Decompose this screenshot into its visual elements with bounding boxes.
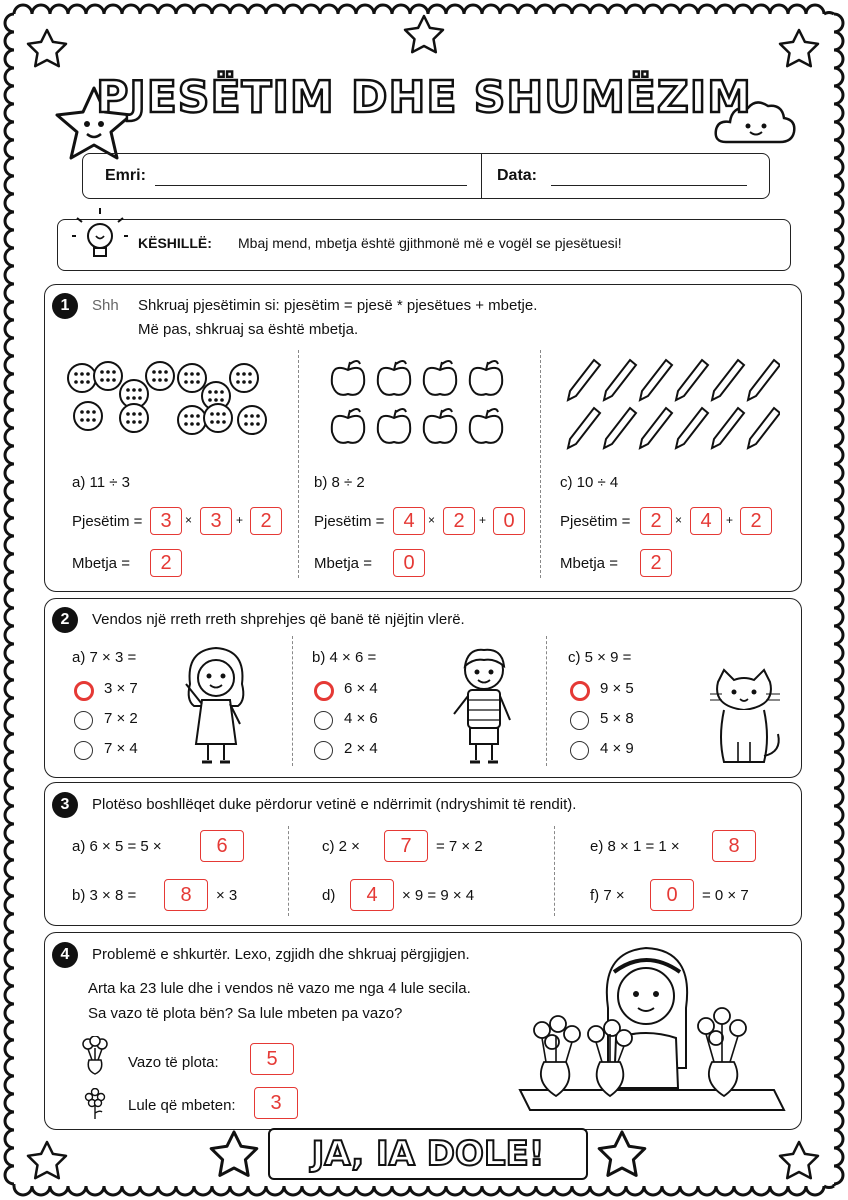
instruction: Vendos një rreth rreth shprehjes që banë të njëjtin vlerë. xyxy=(92,611,465,628)
equation-a: a) 6 × 5 = 5 × xyxy=(72,838,162,855)
times-sign: × xyxy=(428,513,436,527)
lule-label: Lule që mbeten: xyxy=(128,1097,236,1114)
instruction: Problemë e shkurtër. Lexo, zgjidh dhe shkruaj përgjigjen. xyxy=(92,946,470,963)
pjesetim-label: Pjesëtim = xyxy=(560,513,631,530)
radio-option[interactable] xyxy=(570,741,589,760)
divider xyxy=(540,350,541,578)
instruction-1: Shkruaj pjesëtimin si: pjesëtim = pjesë * pjesëtues + mbetje. xyxy=(138,297,538,314)
divider xyxy=(546,636,547,766)
divider xyxy=(292,636,293,766)
pencils-illustration xyxy=(556,352,780,452)
date-field[interactable] xyxy=(551,185,747,186)
answer-box[interactable]: 3 xyxy=(150,507,182,535)
equation-f: f) 7 × xyxy=(590,887,625,904)
answer-box[interactable]: 3 xyxy=(200,507,232,535)
option-label: 9 × 5 xyxy=(600,680,634,697)
cut-off-text: Shh xyxy=(92,297,119,314)
option-label: 4 × 6 xyxy=(344,710,378,727)
radio-option[interactable] xyxy=(314,681,334,701)
plus-sign: + xyxy=(726,513,734,527)
equation-c: c) 2 × xyxy=(322,838,360,855)
times-sign: × xyxy=(675,513,683,527)
instruction-2: Më pas, shkruaj sa është mbetja. xyxy=(138,321,359,338)
footer-banner: JA, IA DOLE! xyxy=(268,1128,588,1180)
tip-label: KËSHILLË: xyxy=(138,235,212,251)
equation-b-end: × 3 xyxy=(216,887,238,904)
answer-box[interactable]: 5 xyxy=(250,1043,294,1075)
equation-b: b) 3 × 8 = xyxy=(72,887,137,904)
problem-a: a) 11 ÷ 3 xyxy=(72,474,130,491)
mbetja-label: Mbetja = xyxy=(314,555,372,572)
mbetja-label: Mbetja = xyxy=(72,555,130,572)
star-icon xyxy=(774,24,824,74)
vazo-label: Vazo të plota: xyxy=(128,1054,219,1071)
answer-box[interactable]: 4 xyxy=(393,507,425,535)
answer-box[interactable]: 0 xyxy=(650,879,694,911)
plus-sign: + xyxy=(236,513,244,527)
question-label: a) 7 × 3 = xyxy=(72,649,137,666)
option-label: 7 × 2 xyxy=(104,710,138,727)
answer-box[interactable]: 7 xyxy=(384,830,428,862)
smiling-star-icon xyxy=(588,1128,656,1180)
tip-text: Mbaj mend, mbetja është gjithmonë më e vogël se pjesëtuesi! xyxy=(238,235,622,251)
divider xyxy=(298,350,299,578)
equation-f-end: = 0 × 7 xyxy=(702,887,749,904)
remainder-box[interactable]: 0 xyxy=(393,549,425,577)
name-field[interactable] xyxy=(155,185,467,186)
pjesetim-label: Pjesëtim = xyxy=(72,513,143,530)
answer-box[interactable]: 4 xyxy=(690,507,722,535)
answer-box[interactable]: 4 xyxy=(350,879,394,911)
plus-sign: + xyxy=(479,513,487,527)
radio-option[interactable] xyxy=(570,681,590,701)
girl-illustration xyxy=(176,640,256,768)
answer-box[interactable]: 2 xyxy=(250,507,282,535)
problem-line-1: Arta ka 23 lule dhe i vendos në vazo me nga 4 lule secila. xyxy=(88,980,471,997)
lightbulb-icon xyxy=(72,208,128,270)
question-label: b) 4 × 6 = xyxy=(312,649,377,666)
girl-with-flowers-illustration xyxy=(516,938,792,1114)
problem-b: b) 8 ÷ 2 xyxy=(314,474,365,491)
apples-illustration xyxy=(328,354,518,446)
equation-c-end: = 7 × 2 xyxy=(436,838,483,855)
answer-box[interactable]: 2 xyxy=(640,507,672,535)
answer-box[interactable]: 8 xyxy=(164,879,208,911)
equation-d-end: × 9 = 9 × 4 xyxy=(402,887,475,904)
radio-option[interactable] xyxy=(314,741,333,760)
answer-box[interactable]: 3 xyxy=(254,1087,298,1119)
mbetja-label: Mbetja = xyxy=(560,555,618,572)
option-label: 4 × 9 xyxy=(600,740,634,757)
radio-option[interactable] xyxy=(74,681,94,701)
star-icon xyxy=(398,8,450,60)
divider xyxy=(554,826,555,916)
answer-box[interactable]: 2 xyxy=(443,507,475,535)
divider xyxy=(481,154,482,198)
date-label: Data: xyxy=(497,167,538,184)
radio-option[interactable] xyxy=(74,741,93,760)
option-label: 6 × 4 xyxy=(344,680,378,697)
tip-box xyxy=(57,219,791,271)
section-number: 3 xyxy=(52,792,78,818)
radio-option[interactable] xyxy=(570,711,589,730)
times-sign: × xyxy=(185,513,193,527)
smiling-star-icon xyxy=(200,1128,268,1180)
radio-option[interactable] xyxy=(74,711,93,730)
name-date-box xyxy=(82,153,770,199)
cookies-illustration xyxy=(66,354,276,438)
pjesetim-label: Pjesëtim = xyxy=(314,513,385,530)
option-label: 7 × 4 xyxy=(104,740,138,757)
boy-illustration xyxy=(444,640,524,768)
radio-option[interactable] xyxy=(314,711,333,730)
star-icon xyxy=(22,24,72,74)
flower-icon xyxy=(84,1088,106,1120)
problem-c: c) 10 ÷ 4 xyxy=(560,474,619,491)
name-label: Emri: xyxy=(105,167,146,184)
section-number: 2 xyxy=(52,607,78,633)
answer-box[interactable]: 6 xyxy=(200,830,244,862)
cat-illustration xyxy=(706,668,784,766)
equation-e: e) 8 × 1 = 1 × xyxy=(590,838,680,855)
divider xyxy=(288,826,289,916)
vase-icon xyxy=(78,1036,112,1076)
problem-line-2: Sa vazo të plota bën? Sa lule mbeten pa vazo? xyxy=(88,1005,403,1022)
star-icon xyxy=(22,1136,72,1186)
page-title: PJESËTIM DHE SHUMËZIM xyxy=(96,72,752,123)
instruction: Plotëso boshllëqet duke përdorur vetinë e ndërrimit (ndryshimit të rendit). xyxy=(92,796,577,813)
remainder-box[interactable]: 2 xyxy=(150,549,182,577)
section-number: 1 xyxy=(52,293,78,319)
equation-d: d) xyxy=(322,887,336,904)
option-label: 2 × 4 xyxy=(344,740,378,757)
option-label: 5 × 8 xyxy=(600,710,634,727)
answer-box[interactable]: 8 xyxy=(712,830,756,862)
section-number: 4 xyxy=(52,942,78,968)
star-icon xyxy=(774,1136,824,1186)
remainder-box[interactable]: 2 xyxy=(640,549,672,577)
answer-box[interactable]: 0 xyxy=(493,507,525,535)
answer-box[interactable]: 2 xyxy=(740,507,772,535)
option-label: 3 × 7 xyxy=(104,680,138,697)
question-label: c) 5 × 9 = xyxy=(568,649,632,666)
